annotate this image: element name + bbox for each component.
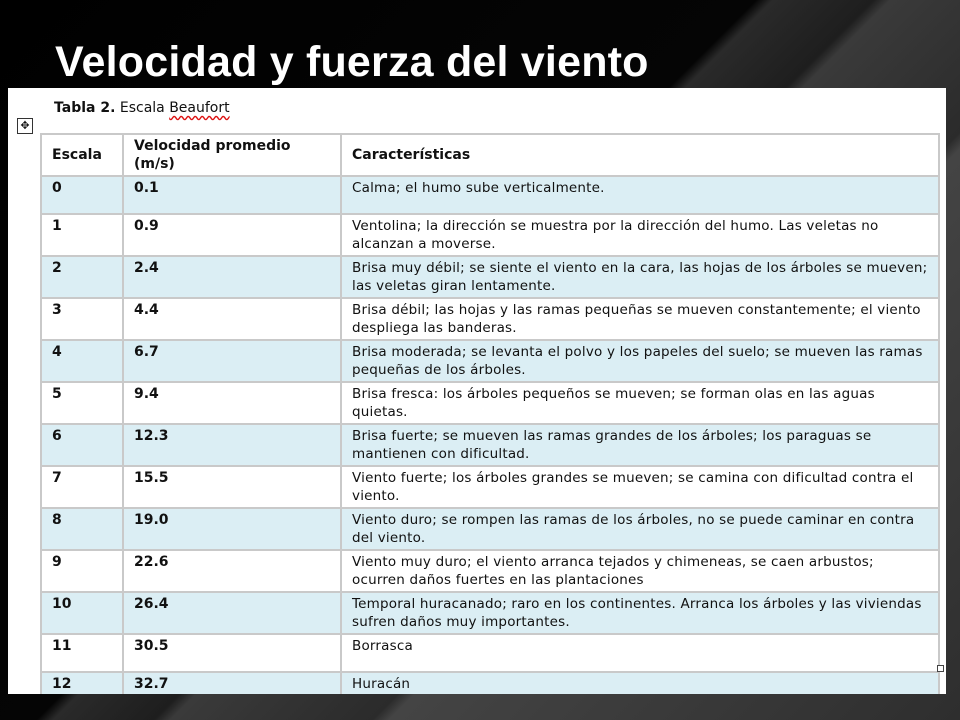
cell-escala: 0 — [42, 177, 122, 213]
table-row — [42, 509, 938, 549]
cell-velocidad: 0.9 — [124, 215, 340, 255]
cell-caracteristicas: Huracán — [342, 673, 938, 694]
cell-escala: 3 — [42, 299, 122, 339]
table-row — [42, 551, 938, 591]
cell-caracteristicas: Temporal huracanado; raro en los continentes. Arranca los árboles y las viviendas sufren daños muy importantes. — [342, 593, 938, 633]
cell-caracteristicas: Brisa fresca: los árboles pequeños se mueven; se forman olas en las aguas quietas. — [342, 383, 938, 423]
resize-handle[interactable] — [937, 665, 944, 672]
cell-escala: 1 — [42, 215, 122, 255]
cell-escala: 2 — [42, 257, 122, 297]
cell-escala: 7 — [42, 467, 122, 507]
cell-velocidad: 26.4 — [124, 593, 340, 633]
cell-velocidad: 19.0 — [124, 509, 340, 549]
table-row — [42, 177, 938, 213]
cell-velocidad: 32.7 — [124, 673, 340, 694]
cell-velocidad: 30.5 — [124, 635, 340, 671]
table-row — [42, 215, 938, 255]
cell-escala: 11 — [42, 635, 122, 671]
cell-velocidad: 22.6 — [124, 551, 340, 591]
table-row — [42, 425, 938, 465]
table-row — [42, 257, 938, 297]
cell-caracteristicas: Brisa muy débil; se siente el viento en la cara, las hojas de los árboles se mueven; las veletas giran lentamente. — [342, 257, 938, 297]
document-page — [8, 88, 946, 694]
cell-velocidad: 0.1 — [124, 177, 340, 213]
cell-escala: 9 — [42, 551, 122, 591]
caption-prefix: Escala — [119, 100, 165, 116]
cell-escala: 12 — [42, 673, 122, 694]
cell-escala: 10 — [42, 593, 122, 633]
table-row — [42, 635, 938, 671]
table-row — [42, 467, 938, 507]
cell-velocidad: 6.7 — [124, 341, 340, 381]
slide-title: Velocidad y fuerza del viento — [55, 38, 649, 86]
caption-name: Beaufort — [169, 100, 230, 116]
cell-escala: 5 — [42, 383, 122, 423]
cell-caracteristicas: Calma; el humo sube verticalmente. — [342, 177, 938, 213]
cell-velocidad: 9.4 — [124, 383, 340, 423]
cell-caracteristicas: Viento duro; se rompen las ramas de los árboles, no se puede caminar en contra del viento. — [342, 509, 938, 549]
table-row — [42, 383, 938, 423]
header-caracteristicas: Características — [342, 135, 938, 175]
cell-escala: 6 — [42, 425, 122, 465]
table-caption — [54, 100, 230, 116]
table-row — [42, 341, 938, 381]
header-velocidad: Velocidad promedio (m/s) — [124, 135, 340, 175]
caption-number: Tabla 2. — [54, 100, 116, 116]
cell-velocidad: 4.4 — [124, 299, 340, 339]
table-row — [42, 299, 938, 339]
table-row — [42, 673, 938, 694]
cell-velocidad: 2.4 — [124, 257, 340, 297]
cell-caracteristicas: Viento fuerte; los árboles grandes se mueven; se camina con dificultad contra el viento. — [342, 467, 938, 507]
cell-velocidad: 15.5 — [124, 467, 340, 507]
header-escala: Escala — [42, 135, 122, 175]
cell-escala: 8 — [42, 509, 122, 549]
cell-caracteristicas: Borrasca — [342, 635, 938, 671]
cell-caracteristicas: Brisa débil; las hojas y las ramas pequeñas se mueven constantemente; el viento despliega las banderas. — [342, 299, 938, 339]
cell-caracteristicas: Brisa fuerte; se mueven las ramas grandes de los árboles; los paraguas se mantienen con dificultad. — [342, 425, 938, 465]
beaufort-table — [40, 133, 940, 694]
cell-caracteristicas: Viento muy duro; el viento arranca tejados y chimeneas, se caen arbustos; ocurren daños fuertes en las plantaciones — [342, 551, 938, 591]
table-row — [42, 593, 938, 633]
cell-velocidad: 12.3 — [124, 425, 340, 465]
cell-escala: 4 — [42, 341, 122, 381]
move-icon[interactable]: ✥ — [17, 118, 33, 134]
cell-caracteristicas: Brisa moderada; se levanta el polvo y los papeles del suelo; se mueven las ramas pequeñas de los árboles. — [342, 341, 938, 381]
table-header-row — [42, 135, 938, 175]
cell-caracteristicas: Ventolina; la dirección se muestra por la dirección del humo. Las veletas no alcanzan a moverse. — [342, 215, 938, 255]
